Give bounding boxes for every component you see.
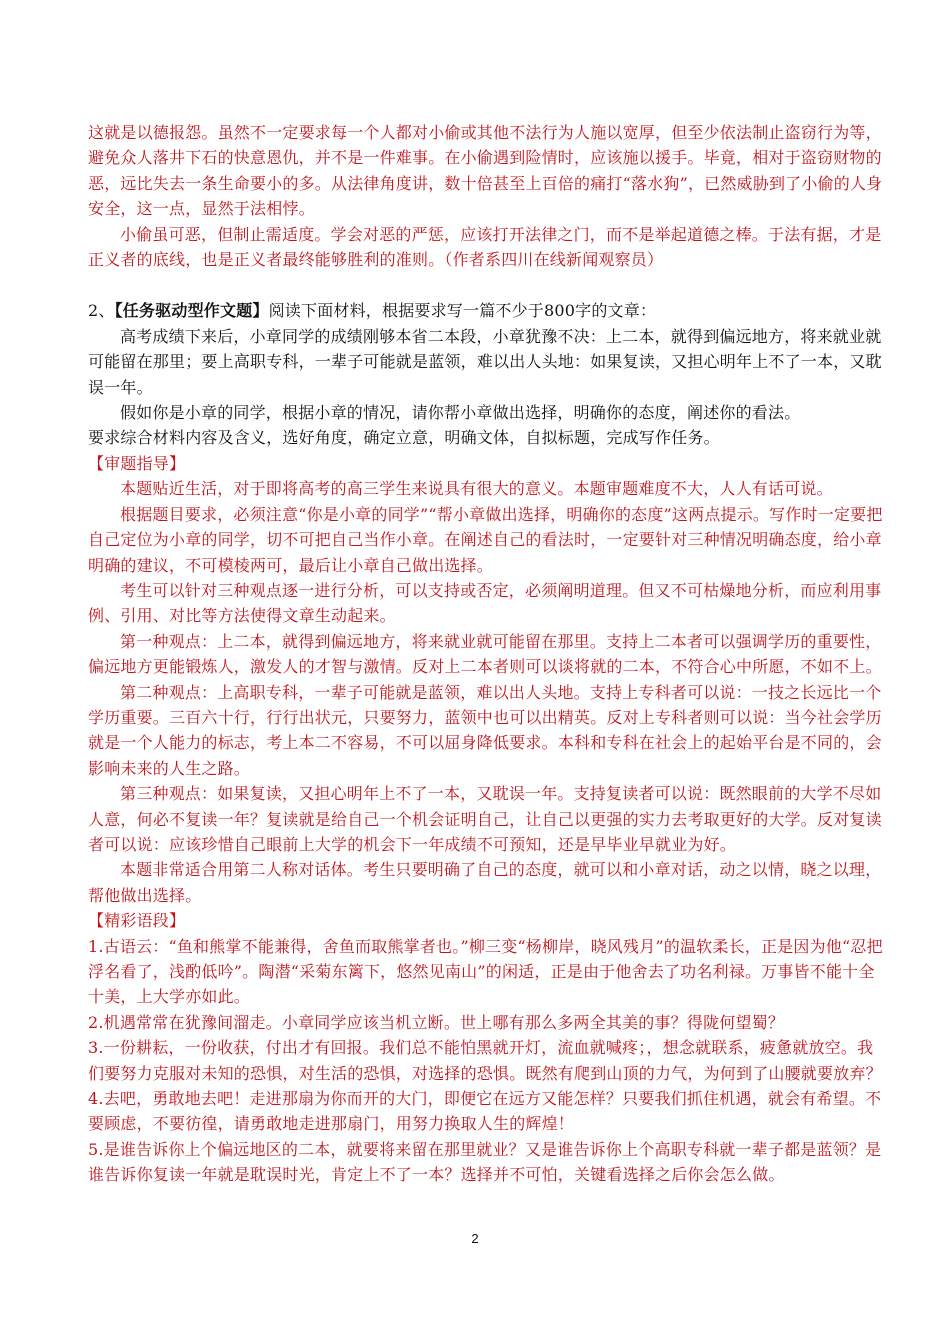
guidance-paragraph: 本题贴近生活，对于即将高考的高三学生来说具有很大的意义。本题审题难度不大，人人有话可说。 [120,479,833,499]
task-material-2: 假如你是小章的同学，根据小章的情况，请你帮小章做出选择，明确你的态度，阐述你的看法。 [120,403,801,423]
task-number: 2、 [88,301,115,321]
task-tag: 【任务驱动型作文题】 [114,301,269,321]
guidance-paragraph: 根据题目要求，必须注意“你是小章的同学”“帮小章做出选择，明确你的态度”这两点提示。写作时一定要把自己定位为小章的同学，切不可把自己当作小章。在阐述自己的看法时，一定要针对三种情况明确态度，给小章明确的建议，不可模棱两可，最后让小章自己做出选择。 [88,504,883,575]
task-prompt [88,298,888,323]
excerpt-item: 2.机遇常常在犹豫间溜走。小章同学应该当机立断。世上哪有那么多两全其美的事？得陇何望蜀？ [88,1012,785,1032]
article-paragraph-2: 小偷虽可恶，但制止需适度。学会对恶的严惩，应该打开法律之门，而不是举起道德之棒。于法有据，才是正义者的底线，也是正义者最终能够胜利的准则。（作者系四川在线新闻观察员） [88,224,882,270]
task-intro: 阅读下面材料，根据要求写一篇不少于800字的文章： [268,301,657,321]
guidance-heading: 【审题指导】 [88,453,186,473]
guidance-paragraph: 第二种观点：上高职专科，一辈子可能就是蓝领，难以出人头地。支持上专科者可以说：一技之长远比一个学历重要。三百六十行，行行出状元，只要努力，蓝领中也可以出精英。反对上专科者则可以说：当今社会学历就是一个人能力的标志，考上本二不容易，不可以屈身降低要求。本科和专科在社会上的起始平台是不同的，会影响未来的人生之路。 [88,682,882,778]
guidance-paragraph: 本题非常适合用第二人称对话体。考生只要明确了自己的态度，就可以和小章对话，动之以情，晓之以理，帮他做出选择。 [88,860,882,905]
guidance-paragraph: 第三种观点：如果复读，又担心明年上不了一本，又耽误一年。支持复读者可以说：既然眼前的大学不尽如人意，何必不复读一年？复读就是给自己一个机会证明自己，让自己以更强的实力去考取更好的大学。反对复读者可以说：应该珍惜自己眼前上大学的机会下一年成绩不可预知，还是早毕业早就业为好。 [88,784,882,854]
excerpt-item: 1.古语云：“鱼和熊掌不能兼得，舍鱼而取熊掌者也。”柳三变“杨柳岸，晓风残月”的温软柔长，正是因为他“忍把浮名看了，浅酌低吟”。陶潜“采菊东篱下，悠然见南山”的闲适，正是由于他舍去了功名利禄。万事皆不能十全十美，上大学亦如此。 [88,936,883,1007]
excerpt-item: 3.一份耕耘，一份收获，付出才有回报。我们总不能怕黑就开灯，流血就喊疼；，想念就联系，疲惫就放空。我们要努力克服对未知的恐惧，对生活的恐惧，对选择的恐惧。既然有爬到山顶的力气，为何到了山腰就要放弃？ [88,1038,882,1083]
task-material-1: 高考成绩下来后，小章同学的成绩刚够本省二本段，小章犹豫不决：上二本，就得到偏远地方，将来就业就可能留在那里；要上高职专科，一辈子可能就是蓝领，难以出人头地：如果复读，又担心明年上不了一本，又耽误一年。 [88,326,882,397]
guidance-paragraph: 第一种观点：上二本，就得到偏远地方，将来就业就可能留在那里。支持上二本者可以强调学历的重要性，偏远地方更能锻炼人，激发人的才智与激情。反对上二本者则可以谈将就的二本，不符合心中所愿，不如不上。 [88,631,882,677]
guidance-paragraph: 考生可以针对三种观点逐一进行分析，可以支持或否定，必须阐明道理。但又不可枯燥地分析，而应利用事例、引用、对比等方法使得文章生动起来。 [88,580,882,626]
excerpt-item: 4.去吧，勇敢地去吧！走进那扇为你而开的大门，即便它在远方又能怎样？只要我们抓住机遇，就会有希望。不要顾虑，不要彷徨，请勇敢地走进那扇门，用努力换取人生的辉煌！ [88,1089,882,1134]
task-requirement: 要求综合材料内容及含义，选好角度，确定立意，明确文体，自拟标题，完成写作任务。 [88,428,720,448]
page-number: 2 [471,1231,479,1246]
excerpts-heading: 【精彩语段】 [88,911,186,931]
excerpt-item: 5.是谁告诉你上个偏远地区的二本，就要将来留在那里就业？又是谁告诉你上个高职专科就一辈子都是蓝领？是谁告诉你复读一年就是耽误时光，肯定上不了一本？选择并不可怕，关键看选择之后你会怎么做。 [88,1139,882,1185]
section-gap [88,272,888,298]
article-paragraph-1: 这就是以德报怨。虽然不一定要求每一个人都对小偷或其他不法行为人施以宽厚，但至少依法制止盗窃行为等，避免众人落井下石的快意恩仇，并不是一件难事。在小偷遇到险情时，应该施以援手。毕竟，相对于盗窃财物的恶，远比失去一条生命要小的多。从法律角度讲，数十倍甚至上百倍的痛打“落水狗”，已然威胁到了小偷的人身安全，这一点，显然于法相悖。 [88,123,883,219]
